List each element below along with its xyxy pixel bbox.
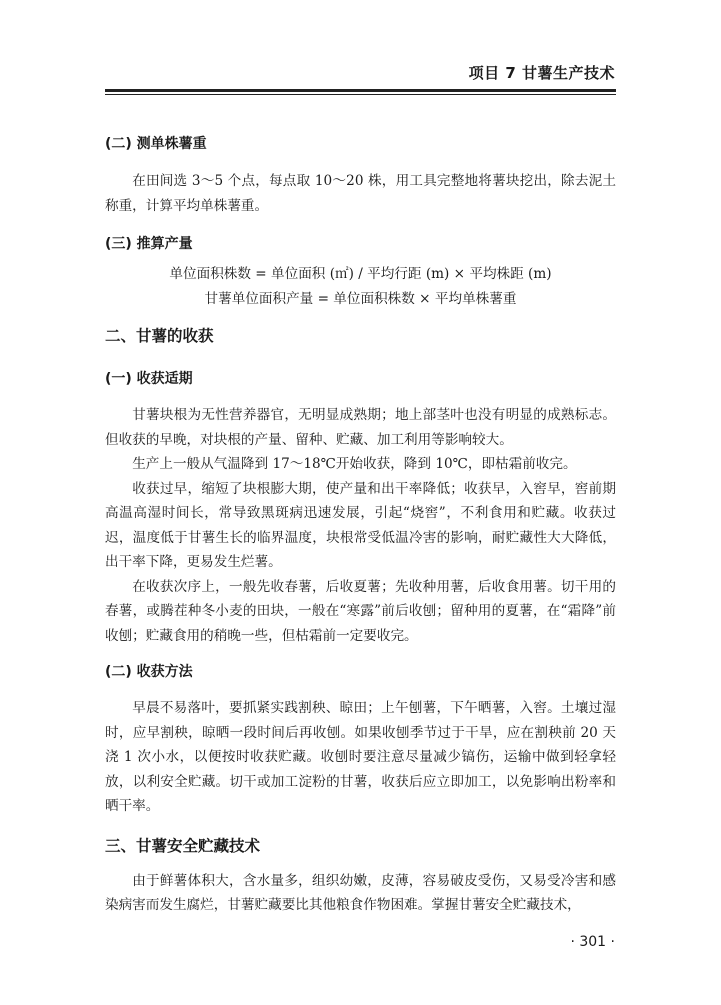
- subheading-weigh: (二) 测单株薯重: [105, 136, 207, 152]
- section-heading-storage: 三、甘薯安全贮藏技术: [105, 836, 261, 855]
- subheading-estimate: (三) 推算产量: [105, 236, 193, 252]
- header-rule-thick: [105, 89, 616, 92]
- subheading-timing: (一) 收获适期: [105, 371, 193, 387]
- header-rule-thin: [105, 94, 616, 95]
- formula-yield-per-area: 甘薯单位面积产量 = 单位面积株数 × 平均单株薯重: [204, 290, 517, 307]
- paragraph-timing-4: 在收获次序上，一般先收春薯，后收夏薯；先收种用薯，后收食用薯。切干用的春薯，或腾茬种冬小麦的田块，一般在“寒露”前后收刨；留种用的夏薯，在“霜降”前收刨；贮藏食用的稍晚一些，但枯霜前一定要收完。: [105, 578, 616, 644]
- paragraph-timing-2: 生产上一般从气温降到 17～18℃开始收获，降到 10℃，即枯霜前收完。: [132, 456, 577, 472]
- section-heading-harvest: 二、甘薯的收获: [105, 327, 214, 345]
- chapter-title: 项目 7 甘薯生产技术: [468, 64, 615, 82]
- paragraph-timing-1: 甘薯块根为无性营养器官，无明显成熟期；地上部茎叶也没有明显的成熟标志。但收获的早晚，对块根的产量、留种、贮藏、加工利用等影响较大。: [105, 407, 616, 448]
- paragraph-timing-3: 收获过早，缩短了块根膨大期，使产量和出干率降低；收获早，入窖早，窖前期高温高湿时间长，常导致黑斑病迅速发展，引起“烧窖”，不利食用和贮藏。收获过迟，温度低于甘薯生长的临界温度，块根常受低温冷害的影响，耐贮藏性大大降低，出干率下降，更易发生烂薯。: [105, 480, 616, 570]
- paragraph-method: 早晨不易落叶，要抓紧实践割秧、晾田；上午刨薯，下午晒薯，入窖。土壤过湿时，应早割秧，晾晒一段时间后再收刨。如果收刨季节过于干旱，应在割秧前 20 天浇 1 次小水，以便按时收获贮藏。收刨时要注意尽量减少镐伤，运输中做到轻拿轻放，以利安全贮藏。切干或加工淀粉的甘薯，收获后应立即加工，以免影响出粉率和晒干率。: [105, 700, 616, 814]
- paragraph-weigh: 在田间选 3～5 个点，每点取 10～20 株，用工具完整地将薯块挖出，除去泥土称重，计算平均单株薯重。: [105, 173, 616, 214]
- paragraph-storage: 由于鲜薯体积大，含水量多，组织幼嫩，皮薄，容易破皮受伤，又易受冷害和感染病害而发生腐烂，甘薯贮藏要比其他粮食作物困难。掌握甘薯安全贮藏技术，: [105, 872, 616, 913]
- page-body: [105, 130, 616, 918]
- page-number: · 301 ·: [570, 934, 615, 950]
- formula-plants-per-area: 单位面积株数 = 单位面积 (㎡) / 平均行距 (m) × 平均株距 (m): [169, 266, 552, 282]
- subheading-method: (二) 收获方法: [105, 664, 193, 680]
